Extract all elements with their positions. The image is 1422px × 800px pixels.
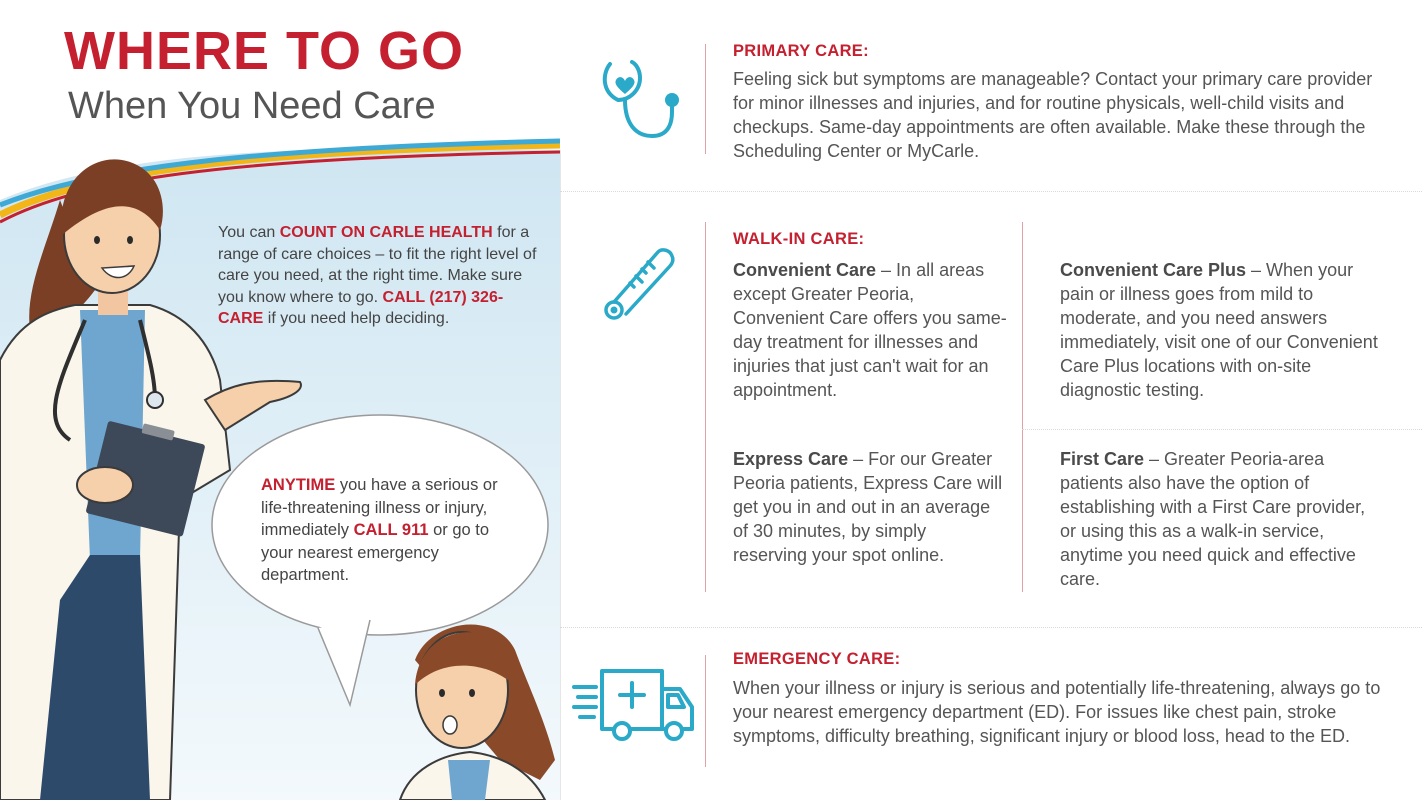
emergency-care-body: When your illness or injury is serious and potentially life-threatening, always go to your nearest emergency department (ED). For issues like chest pain, stroke symptoms, difficulty breathing, significant injury or blood loss, head to the ED. (733, 678, 1381, 746)
walk-in-care-title: WALK-IN CARE: (733, 230, 865, 248)
walk-in-accent-line (705, 222, 706, 592)
convenient-care-plus-name: Convenient Care Plus (1060, 260, 1247, 280)
walk-in-row-divider (1022, 429, 1422, 430)
page-title: WHERE TO GO (64, 21, 465, 81)
emergency-care-title: EMERGENCY CARE: (733, 650, 901, 668)
stethoscope-icon (596, 54, 686, 144)
intro-text: You can COUNT ON CARLE HEALTH for a range of care choices – to fit the right level of care you need, at the right time. Make sure you know where to go. CALL (217) 326-CARE if you need help deciding. (218, 224, 537, 327)
primary-care-accent-line (705, 44, 706, 154)
anytime-highlight: ANYTIME (261, 476, 336, 494)
express-care-name: Express Care (733, 449, 849, 469)
primary-care-body: Feeling sick but symptoms are manageable? Contact your primary care provider for minor illnesses and injuries, and for routine physicals, well-child visits and checkups. Same-day appointments are often available. Make these through the Scheduling Center or MyCarle. (733, 69, 1373, 161)
express-care-text: Express Care – For our Greater Peoria patients, Express Care will get you in and out in an average of 30 minutes, by simply reserving your spot online. (733, 449, 1003, 565)
first-care-text: First Care – Greater Peoria-area patients also have the option of establishing with a First Care provider, or using this as a walk-in service, anytime you need quick and effective care. (1060, 449, 1366, 589)
emergency-accent-line (705, 655, 706, 767)
first-care-name: First Care (1060, 449, 1145, 469)
count-on-carle-highlight: COUNT ON CARLE HEALTH (279, 224, 493, 241)
call-911-highlight: CALL 911 (353, 521, 429, 539)
convenient-care-name: Convenient Care (733, 260, 877, 280)
convenient-care-text: Convenient Care – In all areas except Greater Peoria, Convenient Care offers you same-day treatment for illnesses and injuries that just can't wait for an appointment. (733, 260, 1007, 400)
page-subtitle: When You Need Care (68, 85, 436, 127)
walk-in-column-divider (1022, 222, 1023, 592)
bubble-text: ANYTIME you have a serious or life-threatening illness or injury, immediately CALL 911 or go to your nearest emergency department. (261, 476, 498, 584)
primary-care-title: PRIMARY CARE: (733, 42, 869, 60)
left-panel (0, 0, 560, 800)
convenient-care-plus-text: Convenient Care Plus – When your pain or illness goes from mild to moderate, and you need answers immediately, visit one of our Convenient Care Plus locations with on-site diagnostic testing. (1060, 260, 1378, 400)
panel-divider (560, 150, 561, 800)
call-care-line-highlight: CALL (217) 326-CARE (218, 288, 504, 327)
ambulance-icon (570, 665, 700, 745)
section-divider-2 (560, 627, 1422, 628)
section-divider-1 (560, 191, 1422, 192)
thermometer-icon (598, 242, 683, 327)
